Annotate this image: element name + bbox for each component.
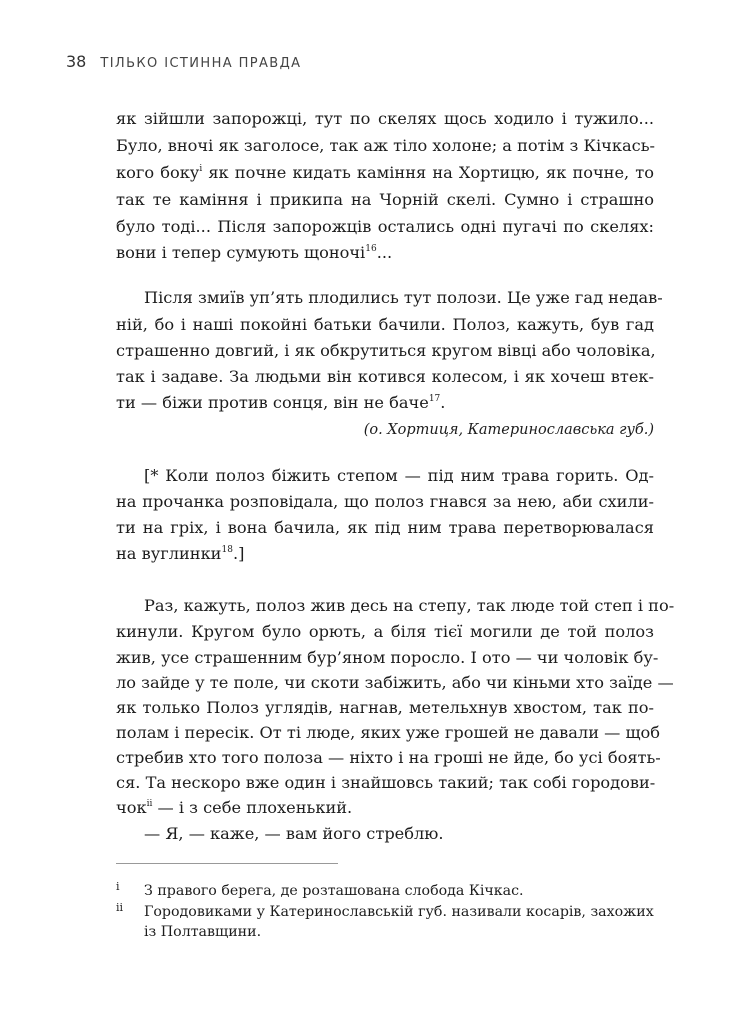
text-line: полам і пересік. От ті люде, яких уже грошей не давали — щоб <box>116 723 661 742</box>
page-number: 38 <box>66 52 87 71</box>
text-line: на прочанка розповідала, що полоз гнався за нею, аби схили- <box>116 492 654 511</box>
text-line: ти — біжи против сонця, він не баче$^{17}$. <box>116 393 446 412</box>
footnote-ref: 16 <box>365 244 377 254</box>
text-line: ти на гріх, і вона бачила, як під ним трава перетворювалася <box>116 518 654 537</box>
footnote-ref: ii <box>146 799 153 809</box>
footnote-text: З правого берега, де розташована слобода Кічкас. <box>144 883 524 899</box>
text-line: як зійшли запорожці, тут по скелях щось ходило і тужило... <box>116 109 654 128</box>
text-line: ло зайде у те поле, чи скоти забіжить, або чи кіньми хто заїде — <box>116 673 674 692</box>
text-line: було тоді... Після запорожців остались одні пугачі по скелях: <box>116 217 654 236</box>
source-attribution: (о. Хортиця, Катеринославська губ.) <box>363 422 654 438</box>
footnote-text: із Полтавщини. <box>144 924 262 940</box>
text-line: — Я, — каже, — вам його стреблю. <box>144 824 444 843</box>
footnote-mark: i <box>116 880 120 893</box>
footnote-ref: i <box>199 164 203 174</box>
text-line: Після змиїв уп’ять плодились тут полози. Це уже гад недав- <box>144 288 663 307</box>
text-line: жив, усе страшенним бур’яном поросло. І ото — чи чоловік бу- <box>116 648 659 667</box>
footnote-ref: 17 <box>428 394 441 404</box>
text-line: кинули. Кругом було орють, а біля тієї могили де той полоз <box>116 622 654 641</box>
text-line: страшенно довгий, і як обкрутиться кругом вівці або чоловіка, <box>116 341 656 360</box>
text-line: ся. Та нескоро вже один і знайшовсь такий; так собі городови- <box>116 773 656 792</box>
text-line: ній, бо і наші покойні батьки бачили. Полоз, кажуть, був гад <box>116 315 654 334</box>
text-line: чок$^{ii}$ — і з себе плохенький. <box>116 798 353 817</box>
text-line: стребив хто того полоза — ніхто і на гроші не йде, бо усі боять- <box>116 748 661 767</box>
footnote-divider <box>116 863 338 864</box>
text-line: як только Полоз углядів, нагнав, метельхнув хвостом, так по- <box>116 698 654 717</box>
footnote-ref: 18 <box>221 545 233 555</box>
text-line: так те каміння і прикипа на Чорній скелі. Сумно і страшно <box>116 190 654 209</box>
text-line: Було, вночі як заголосе, так аж тіло холоне; а потім з Кічкась- <box>116 136 655 155</box>
text-line: кого боку$^i$ як почне кидать каміння на Хортицю, як почне, то <box>116 163 655 182</box>
footnote-text: Городовиками у Катеринославській губ. називали косарів, захожих <box>144 904 654 920</box>
text-line: так і задаве. За людьми він котився колесом, і як хочеш втек- <box>116 367 654 386</box>
footnote-mark: ii <box>116 901 124 914</box>
running-title: ТІЛЬКО ІСТИННА ПРАВДА <box>100 56 302 71</box>
text-line: Раз, кажуть, полоз жив десь на степу, так люде той степ і по- <box>144 596 675 615</box>
text-line: на вуглинки$^{18}$.] <box>116 544 245 563</box>
running-header <box>66 52 301 71</box>
text-line: вони і тепер сумують щоночі$^{16}$... <box>116 243 393 262</box>
text-line: [* Коли полоз біжить степом — під ним трава горить. Од- <box>144 466 654 485</box>
